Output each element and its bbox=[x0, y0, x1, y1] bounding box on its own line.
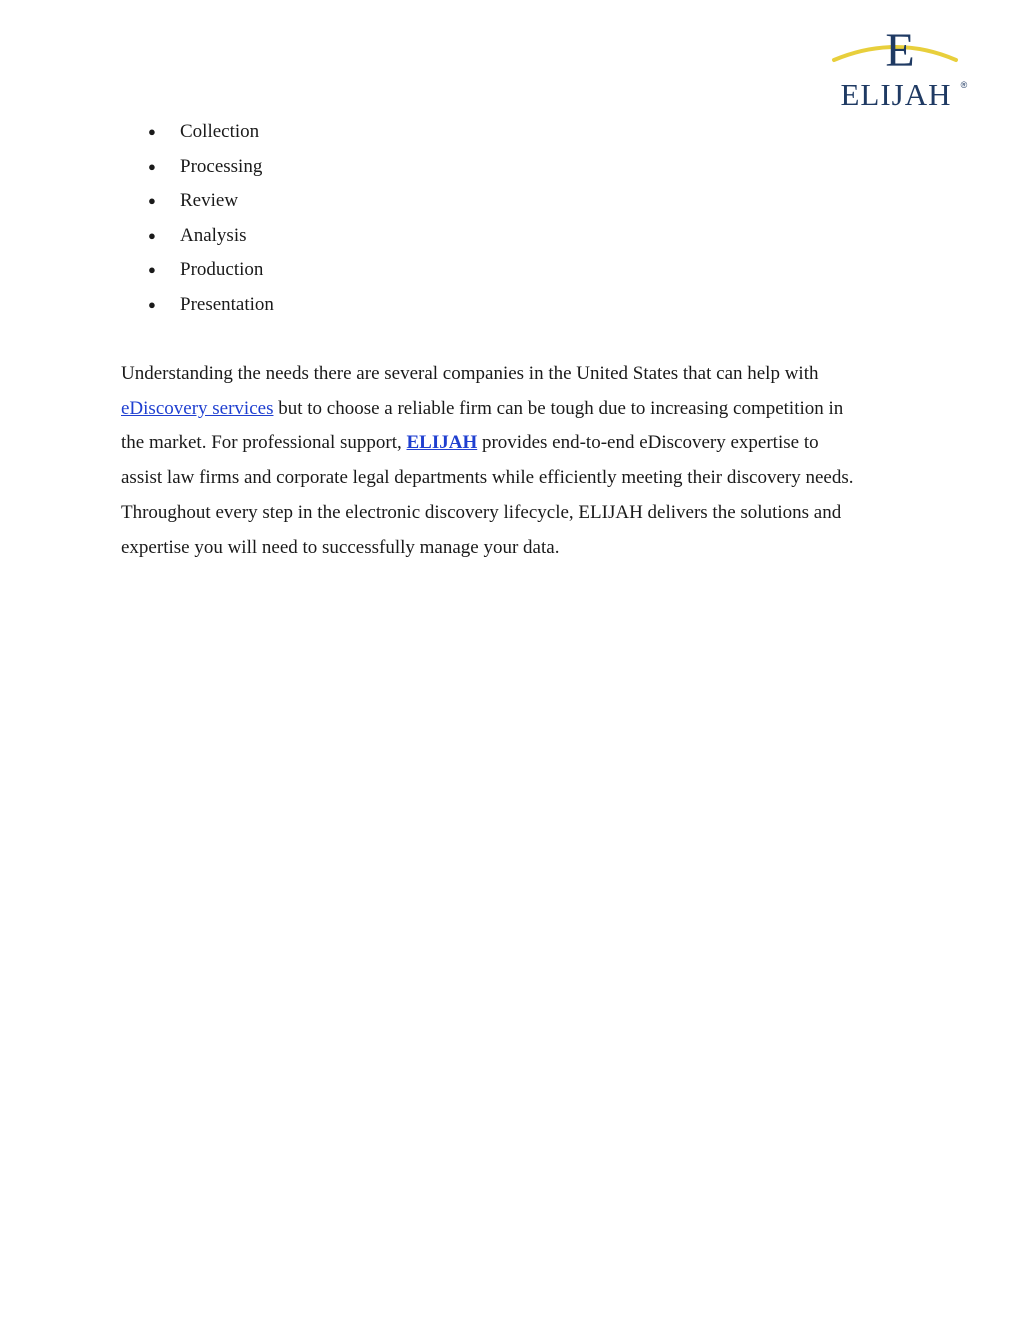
elijah-link[interactable]: ELIJAH bbox=[406, 432, 478, 454]
logo-initial: E bbox=[885, 24, 915, 77]
paragraph-text: assist law firms and corporate legal departments while efficiently meeting their discovery needs. bbox=[121, 467, 854, 489]
paragraph-line bbox=[121, 392, 911, 427]
list-item-label: Analysis bbox=[180, 224, 247, 246]
bullet-icon: ● bbox=[148, 227, 156, 243]
list-item bbox=[148, 115, 274, 150]
paragraph-line bbox=[121, 357, 911, 392]
list-item-label: Processing bbox=[180, 155, 263, 177]
list-item-label: Collection bbox=[180, 121, 260, 142]
paragraph-line bbox=[121, 426, 911, 461]
logo-wordmark: ELIJAH bbox=[840, 77, 952, 112]
list-item bbox=[148, 253, 274, 288]
body-paragraph bbox=[121, 357, 911, 565]
paragraph-line bbox=[121, 496, 911, 531]
list-item bbox=[148, 219, 274, 254]
paragraph-line bbox=[121, 461, 911, 496]
list-item-label: Production bbox=[180, 259, 264, 281]
paragraph-text: but to choose a reliable firm can be tough due to increasing competition in bbox=[273, 397, 844, 419]
paragraph-text: Throughout every step in the electronic discovery lifecycle, ELIJAH delivers the solutions and bbox=[121, 501, 842, 523]
list-item bbox=[148, 150, 274, 185]
paragraph-line bbox=[121, 531, 911, 566]
list-item bbox=[148, 288, 274, 323]
bullet-icon: ● bbox=[148, 124, 156, 139]
elijah-logo bbox=[828, 18, 972, 114]
paragraph-text: expertise you will need to successfully manage your data. bbox=[121, 536, 560, 558]
bullet-icon: ● bbox=[148, 193, 156, 209]
paragraph-text: the market. For professional support, bbox=[121, 432, 407, 454]
logo-registered-mark: ® bbox=[960, 80, 968, 90]
bullet-icon: ● bbox=[148, 296, 156, 312]
paragraph-text: Understanding the needs there are several companies in the United States that can help with bbox=[121, 363, 819, 384]
bullet-icon: ● bbox=[148, 158, 156, 174]
process-list bbox=[148, 115, 274, 323]
list-item-label: Review bbox=[180, 190, 239, 212]
list-item-label: Presentation bbox=[180, 293, 274, 315]
bullet-icon: ● bbox=[148, 262, 156, 278]
list-item bbox=[148, 184, 274, 219]
elijah-logo-graphic bbox=[828, 18, 972, 114]
ediscovery-services-link[interactable]: eDiscovery services bbox=[121, 397, 274, 419]
paragraph-text: provides end-to-end eDiscovery expertise to bbox=[477, 432, 819, 454]
